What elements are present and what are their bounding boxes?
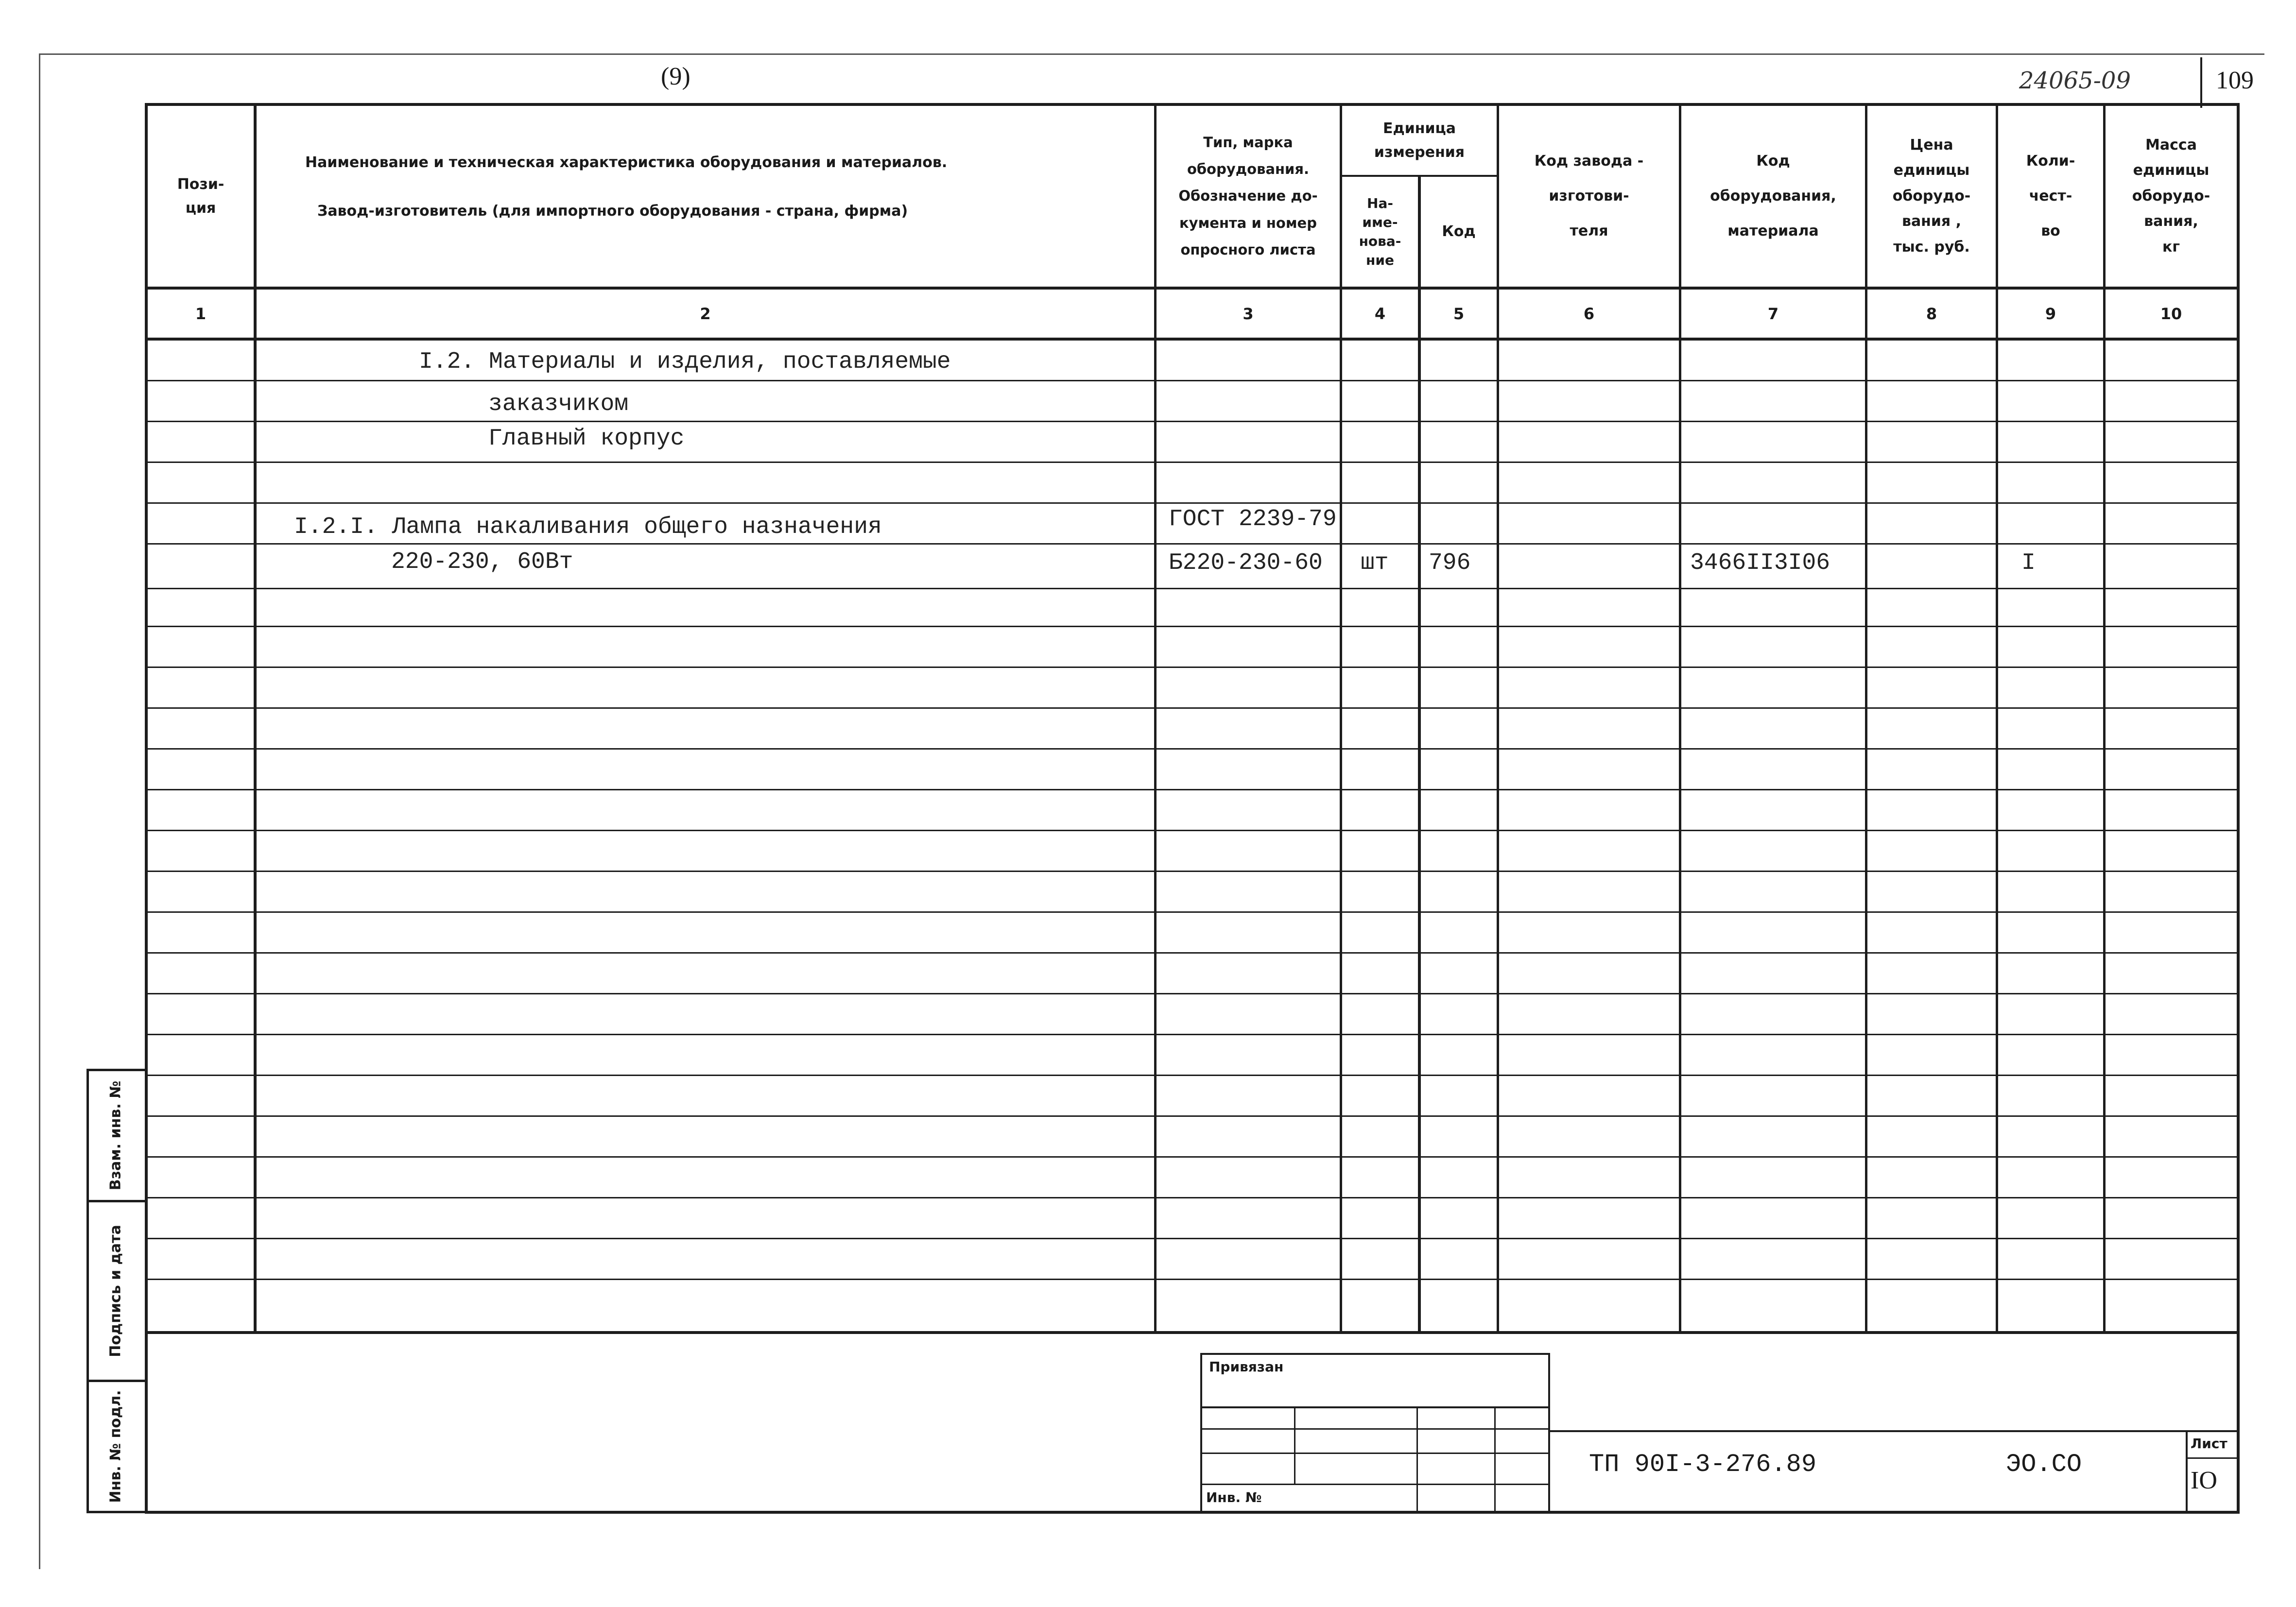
sheet-code: ЭО.СО: [2006, 1450, 2082, 1479]
document-code: ТП 90I-3-276.89: [1589, 1450, 1817, 1479]
item-type: Б220-230-60: [1169, 550, 1323, 576]
header-type: Тип, марка оборудования. Обозначение до- кумента и номер опросного листа: [1178, 134, 1318, 258]
column-number-1: 1: [195, 304, 207, 323]
stamp-privyazan: Привязан: [1209, 1359, 1284, 1375]
page-number: 109: [2216, 67, 2254, 94]
document-id: 24065-09: [2019, 67, 2131, 94]
item-unit: шт: [1361, 550, 1389, 576]
section-title-cont: заказчиком: [488, 391, 629, 417]
item-unit-code: 796: [1429, 550, 1471, 576]
list-label: Лист: [2191, 1436, 2227, 1452]
header-material-code: Код оборудования, материала: [1710, 153, 1836, 239]
side-label-podpis: Подпись и дата: [107, 1225, 124, 1357]
column-number-9: 9: [2045, 304, 2056, 323]
header-name-line2: Завод-изготовитель (для импортного оборудования - страна, фирма): [317, 203, 908, 220]
header-name-line1: Наименование и техническая характеристика оборудования и материалов.: [305, 154, 948, 171]
column-number-5: 5: [1453, 304, 1465, 323]
frame-left: [39, 53, 40, 1569]
column-number-8: 8: [1926, 304, 1937, 323]
sheet-marker: (9): [661, 63, 691, 90]
header-unit-group: Единица измерения: [1374, 120, 1465, 161]
header-factory-code: Код завода - изготови- теля: [1534, 153, 1644, 239]
column-number-4: 4: [1374, 304, 1386, 323]
page-number-divider: [2200, 57, 2202, 108]
header-mass: Масса единицы оборудо- вания, кг: [2132, 136, 2210, 256]
column-number-10: 10: [2160, 304, 2182, 323]
frame-top: [39, 53, 2264, 55]
item-name: I.2.I. Лампа накаливания общего назначения: [294, 514, 882, 540]
header-price: Цена единицы оборудо- вания , тыс. руб.: [1892, 136, 1971, 256]
stamp-inv-no: Инв. №: [1206, 1489, 1262, 1505]
side-label-vzam: Взам. инв. №: [107, 1080, 124, 1191]
header-quantity: Коли- чест- во: [2026, 153, 2075, 239]
header-unit-code: Код: [1442, 223, 1476, 240]
item-material-code: 3466II3I06: [1690, 550, 1830, 576]
header-unit-name: На- име- нова- ние: [1359, 195, 1401, 269]
column-number-7: 7: [1767, 304, 1779, 323]
item-standard: ГОСТ 2239-79: [1169, 506, 1337, 532]
item-quantity: I: [2021, 550, 2036, 576]
subsection-title: Главный корпус: [488, 426, 685, 452]
section-title: I.2. Материалы и изделия, поставляемые: [419, 349, 951, 375]
list-number: IO: [2191, 1467, 2217, 1494]
column-number-2: 2: [700, 304, 711, 323]
header-position: Пози- ция: [177, 175, 224, 217]
column-number-6: 6: [1583, 304, 1595, 323]
item-spec: 220-230, 60Вт: [391, 549, 573, 575]
column-number-3: 3: [1243, 304, 1254, 323]
side-label-inv: Инв. № подл.: [107, 1390, 124, 1503]
